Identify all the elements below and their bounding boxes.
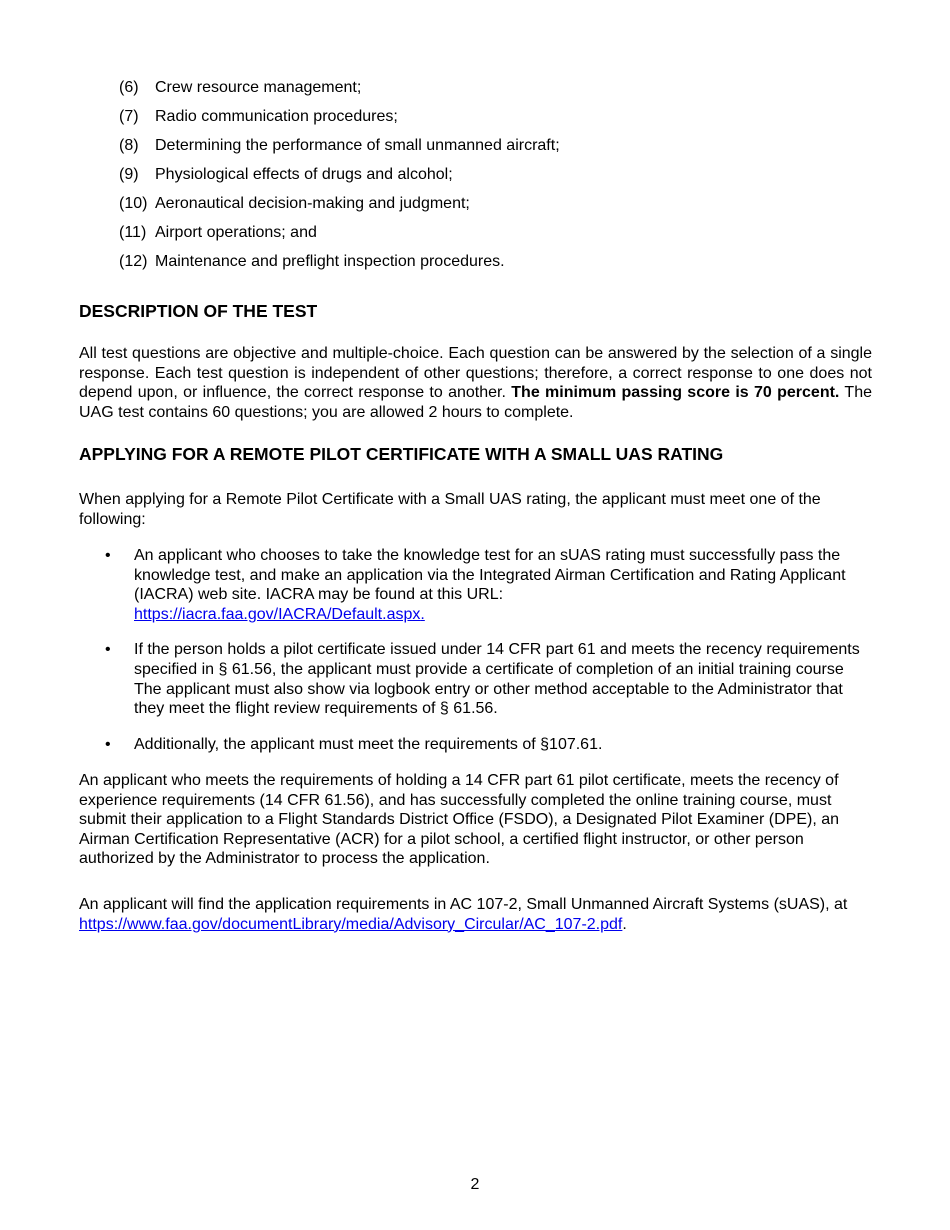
list-number: (6) — [119, 79, 139, 96]
list-number: (10) — [119, 195, 148, 212]
list-item — [119, 107, 560, 136]
list-item — [119, 252, 560, 281]
test-duration-text: The UAG test contains 60 questions; you are allowed 2 hours to complete. — [79, 384, 872, 421]
list-number: (12) — [119, 253, 148, 270]
bullet-icon: • — [105, 735, 111, 753]
submission-paragraph: An applicant who meets the requirements of holding a 14 CFR part 61 pilot certificate, meets the recency of experience requirements (14 CFR 61.56), and has successfully completed the online training course, must submit their application to a Flight Standards District Office (FSDO), a Designated Pilot Examiner (DPE), an Airman Certification Representative (ACR) for a pilot school, a certified flight instructor, or other person authorized by the Administrator to process the application. — [79, 772, 840, 868]
link-period: . — [420, 605, 425, 623]
list-item — [119, 165, 560, 194]
list-number: (9) — [119, 166, 139, 183]
test-description-paragraph — [79, 344, 872, 422]
list-number: (7) — [119, 108, 139, 125]
list-item — [119, 136, 560, 165]
list-item — [119, 78, 560, 107]
list-item — [119, 194, 560, 223]
application-requirements-paragraph — [79, 895, 872, 934]
list-text: Aeronautical decision-making and judgment; — [155, 195, 470, 212]
sentence-end: . — [622, 915, 627, 933]
applying-intro-paragraph: When applying for a Remote Pilot Certificate with a Small UAS rating, the applicant must meet one of the following: — [79, 491, 821, 528]
list-item — [79, 735, 872, 755]
applying-heading: APPLYING FOR A REMOTE PILOT CERTIFICATE WITH A SMALL UAS RATING — [79, 444, 724, 464]
knowledge-topic-list — [119, 78, 560, 281]
list-text: Airport operations; and — [155, 224, 317, 241]
bullet-text: Additionally, the applicant must meet the requirements of §107.61. — [134, 735, 603, 753]
advisory-circular-link[interactable]: https://www.faa.gov/documentLibrary/media/Advisory_Circular/AC_107-2.pdf — [79, 915, 623, 933]
list-text: Crew resource management; — [155, 79, 362, 96]
list-item — [79, 546, 872, 624]
list-number: (8) — [119, 137, 139, 154]
list-text: Radio communication procedures; — [155, 108, 398, 125]
test-description-heading: DESCRIPTION OF THE TEST — [79, 301, 318, 321]
list-item — [79, 640, 872, 718]
bullet-text: An applicant who chooses to take the knowledge test for an sUAS rating must successfully pass the knowledge test, and make an application via the Integrated Airman Certification and Rating Applicant (IACRA) web site. IACRA may be found at this URL: — [134, 547, 846, 604]
list-item — [119, 223, 560, 252]
passing-score-text: The minimum passing score is 70 percent. — [511, 384, 840, 402]
bullet-icon: • — [105, 641, 111, 659]
requirements-list — [79, 546, 872, 754]
list-text: Maintenance and preflight inspection procedures. — [155, 253, 505, 270]
requirements-text: An applicant will find the application requirements in AC 107-2, Small Unmanned Aircraft Systems (sUAS), at — [79, 896, 848, 913]
list-text: Determining the performance of small unmanned aircraft; — [155, 137, 560, 154]
list-text: Physiological effects of drugs and alcohol; — [155, 166, 453, 183]
test-description-text: All test questions are objective and multiple-choice. Each question can be answered by the selection of a single response. Each test question is independent of other questions; therefore, a correct response to one does not depend upon, or influence, the correct response to another. — [79, 345, 872, 402]
list-number: (11) — [119, 224, 147, 241]
page-number: 2 — [470, 1176, 480, 1193]
iacra-link[interactable]: https://iacra.faa.gov/IACRA/Default.aspx — [134, 605, 421, 623]
bullet-icon: • — [105, 547, 111, 564]
bullet-text: If the person holds a pilot certificate issued under 14 CFR part 61 and meets the recency requirements specified in § 61.56, the applicant must provide a certificate of completion of an initial training course The applicant must also show via logbook entry or other method acceptable to the Administrator that they meet the flight review requirements of § 61.56. — [134, 641, 860, 718]
